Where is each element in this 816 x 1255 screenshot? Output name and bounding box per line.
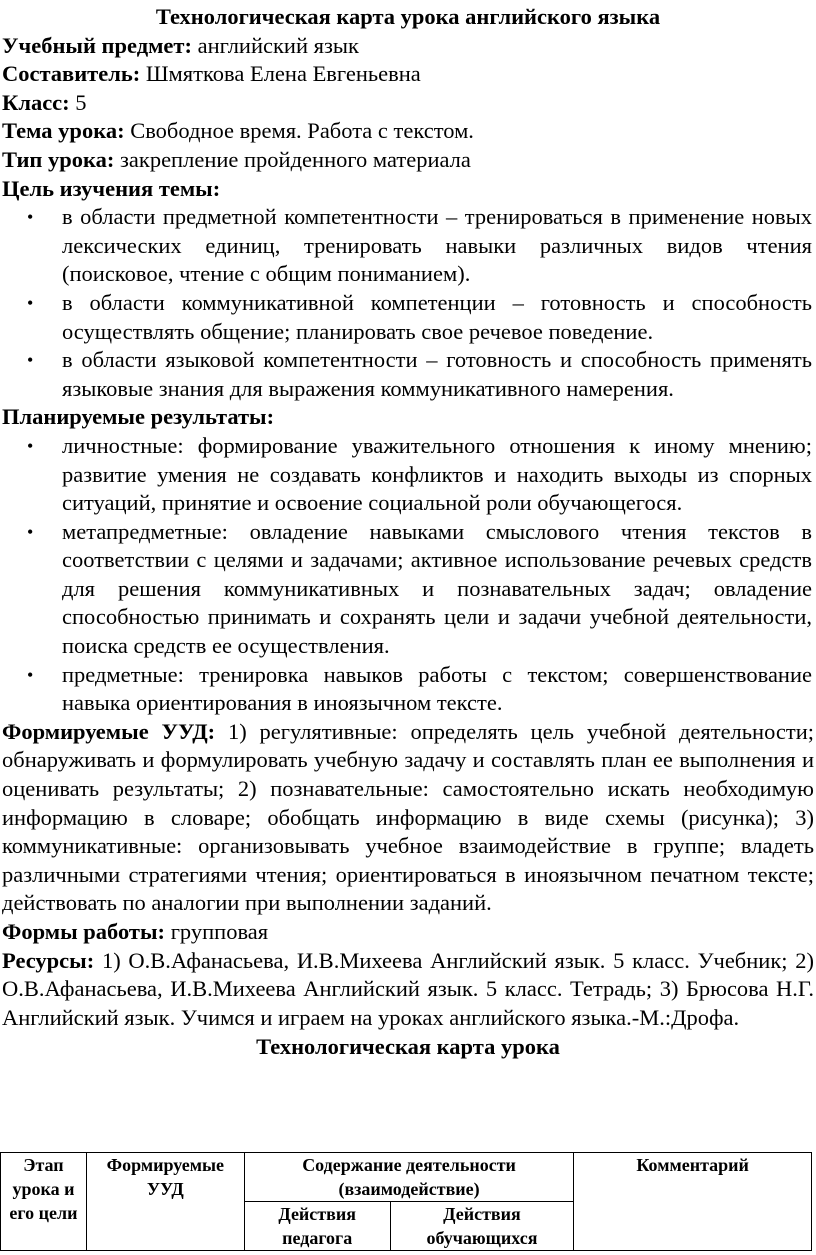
field-grade xyxy=(0,89,816,118)
header-stage: Этап урока и его цели xyxy=(1,1153,87,1251)
header-content: Содержание деятельности (взаимодействие) xyxy=(244,1153,574,1202)
field-label: Тема урока: xyxy=(2,118,125,144)
resources-text: 1) О.В.Афанасьева, И.В.Михеева Английский язык. 5 класс. Учебник; 2) О.В.Афанасьева, И.В.Михеева Английский язык. 5 класс. Тетрадь; 3) Брюсова Н.Г. Английский язык. Учимся и играем на уроках английского языка.-М.:Дрофа. xyxy=(2,947,814,1030)
uud-paragraph xyxy=(0,718,816,918)
header-uud: Формируемые УУД xyxy=(86,1153,244,1251)
goal-heading: Цель изучения темы: xyxy=(2,175,221,201)
forms-value: групповая xyxy=(165,919,269,944)
forms-label: Формы работы: xyxy=(2,919,166,944)
field-value: Шмяткова Елена Евгеньевна xyxy=(140,61,421,87)
field-label: Учебный предмет: xyxy=(2,32,192,58)
resources-label: Ресурсы: xyxy=(2,947,95,973)
list-item: • в области языковой компетентности – готовность и способность применять языковые знания для выражения коммуникативного намерения. xyxy=(0,346,816,403)
field-value: закрепление пройденного материала xyxy=(114,146,471,172)
field-label: Составитель: xyxy=(2,61,141,87)
field-topic xyxy=(0,117,816,146)
field-value: английский язык xyxy=(191,32,359,58)
header-comment: Комментарий xyxy=(574,1153,812,1251)
header-teacher-actions: Действия педагога xyxy=(244,1202,390,1251)
list-item: • метапредметные: овладение навыками смыслового чтения текстов в соответствии с целями и задачами; активное использование речевых средств для решения коммуникативных и познавательных задач; овладение способностью принимать и сохранять цели и задачи учебной деятельности, поиска средств ее осуществления. xyxy=(0,518,816,661)
field-lesson-type xyxy=(0,146,816,175)
header-student-actions: Действия обучающихся xyxy=(390,1202,574,1251)
field-label: Тип урока: xyxy=(2,146,115,172)
uud-text: 1) регулятивные: определять цель учебной деятельности; обнаруживать и формулировать учебную задачу и составлять план ее выполнения и оценивать результаты; 2) познавательные: самостоятельно искать необходимую информацию в словаре; обобщать информацию в виде схемы (рисунка); 3) коммуникативные: организовывать учебное взаимодействие в группе; владеть различными стратегиями чтения; ориентироваться в иноязычном печатном тексте; действовать по аналогии при выполнении заданий. xyxy=(2,718,815,916)
field-value: 5 xyxy=(69,89,87,115)
list-item: • предметные: тренировка навыков работы с текстом; совершенствование навыка ориентирования в иноязычном тексте. xyxy=(0,661,816,718)
goal-list xyxy=(0,203,816,403)
uud-label: Формируемые УУД: xyxy=(2,718,216,744)
resources-paragraph xyxy=(0,947,816,1033)
results-list xyxy=(0,432,816,718)
field-value: Свободное время. Работа с текстом. xyxy=(124,118,474,144)
table-header-row xyxy=(1,1153,812,1202)
field-work-forms xyxy=(0,918,816,947)
results-heading: Планируемые результаты: xyxy=(2,404,275,430)
field-subject xyxy=(0,32,816,61)
document-title: Технологическая карта урока английского языка xyxy=(155,4,661,29)
list-item: • в области предметной компетентности – тренироваться в применение новых лексических единиц, тренировать навыки различных видов чтения (поисковое, чтение с общим пониманием). xyxy=(0,203,816,289)
field-label: Класс: xyxy=(2,89,70,115)
lesson-table xyxy=(0,1152,812,1251)
list-item: • личностные: формирование уважительного отношения к иному мнению; развитие умения не создавать конфликтов и находить выходы из спорных ситуаций, принятие и освоение социальной роли обучающегося. xyxy=(0,432,816,518)
list-item: • в области коммуникативной компетенции – готовность и способность осуществлять общение; планировать свое речевое поведение. xyxy=(0,289,816,346)
field-author xyxy=(0,60,816,89)
table-title: Технологическая карта урока xyxy=(256,1034,560,1060)
